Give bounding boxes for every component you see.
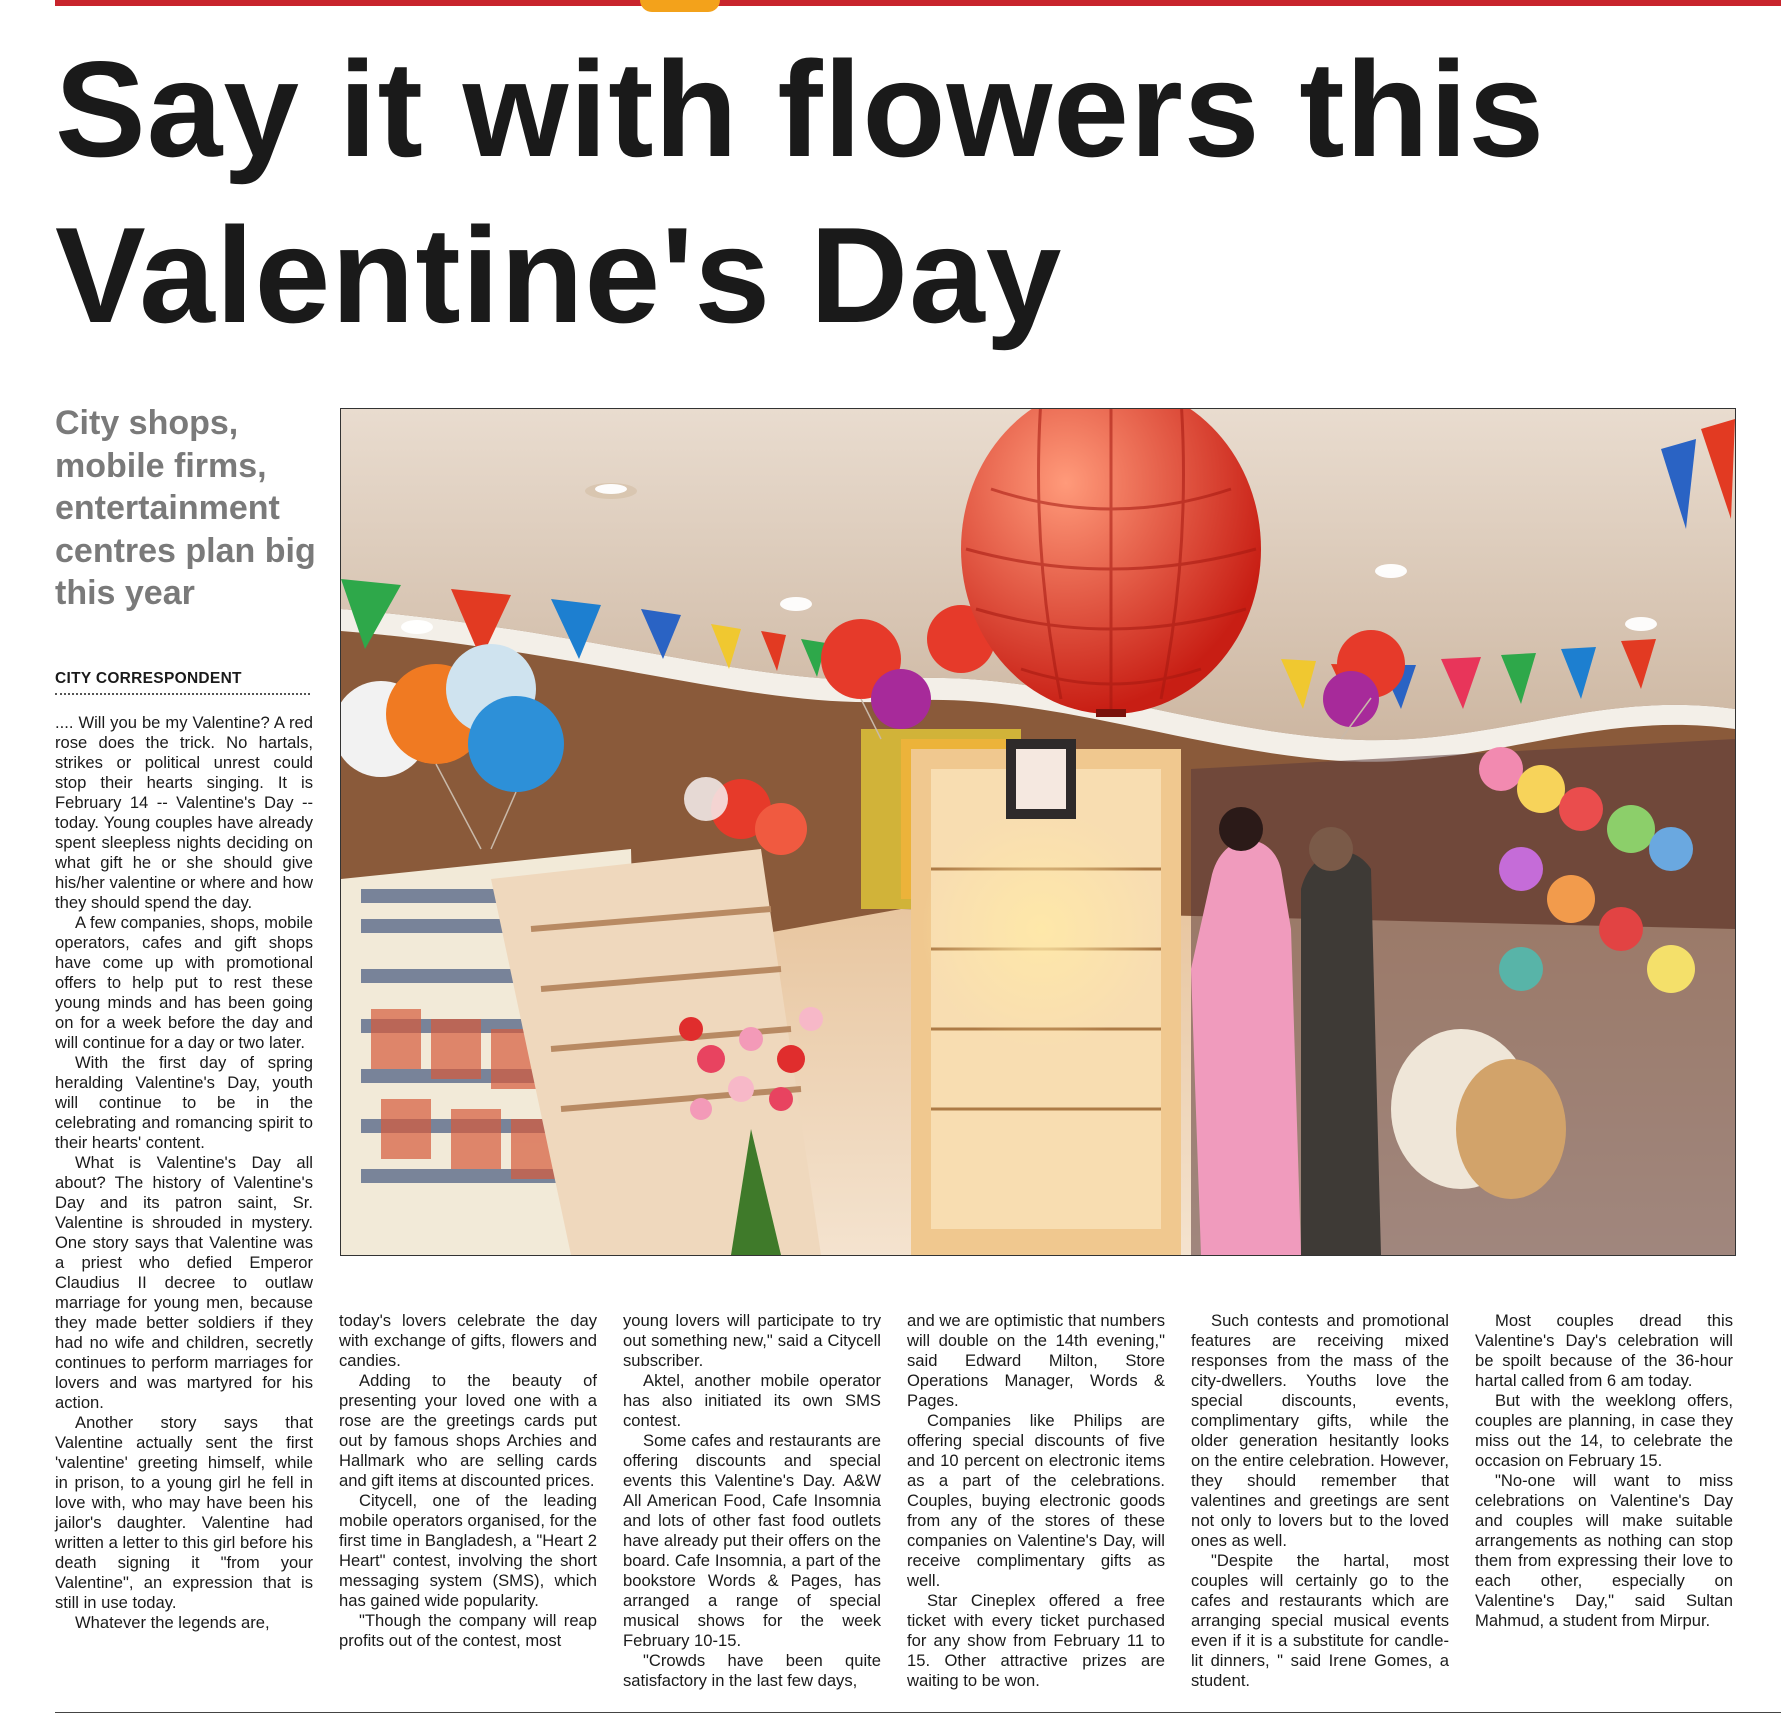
paragraph: today's lovers celebrate the day with exchange of gifts, flowers and candies. xyxy=(339,1311,597,1370)
article-column-1 xyxy=(55,713,313,1633)
paragraph: "Crowds have been quite satisfactory in the last few days, xyxy=(623,1651,881,1690)
shop-interior-photo xyxy=(340,408,1736,1256)
paragraph: "No-one will want to miss celebrations on Valentine's Day and couples will make suitable arrangements as nothing can stop them from expressing their love to each other, especially on Valentine's Day," said Sultan Mahmud, a student from Mirpur. xyxy=(1475,1471,1733,1630)
paragraph: and we are optimistic that numbers will double on the 14th evening," said Edward Milton, Store Operations Manager, Words & Pages. xyxy=(907,1311,1165,1410)
paragraph: Aktel, another mobile operator has also initiated its own SMS contest. xyxy=(623,1371,881,1430)
paragraph: "Though the company will reap profits out of the contest, most xyxy=(339,1611,597,1650)
paragraph: Most couples dread this Valentine's Day's celebration will be spoilt because of the 36-hour hartal called from 6 am today. xyxy=(1475,1311,1733,1390)
photo-illustration xyxy=(341,409,1735,1255)
byline: CITY CORRESPONDENT xyxy=(55,670,242,687)
paragraph: What is Valentine's Day all about? The history of Valentine's Day and its patron saint, Sr. Valentine is shrouded in mystery. One story says that Valentine was a priest who defied Emperor Claudius II decree to outlaw marriage for young men, because they made better soldiers if they had no wife and children, secretly continues to perform marriages for lovers and was martyred for his action. xyxy=(55,1153,313,1412)
article-column-4 xyxy=(907,1311,1165,1691)
paragraph: Adding to the beauty of presenting your loved one with a rose are the greetings cards put out by famous shops Archies and Hallmark who are selling cards and gift items at discounted prices. xyxy=(339,1371,597,1490)
paragraph: Citycell, one of the leading mobile operators organised, for the first time in Bangladesh, a "Heart 2 Heart" contest, involving the short messaging system (SMS), which has gained wide popularity. xyxy=(339,1491,597,1610)
paragraph: With the first day of spring heralding Valentine's Day, youth will continue to be in the celebrating and romancing spirit to their hearts' content. xyxy=(55,1053,313,1152)
top-color-rule xyxy=(55,0,1781,6)
article-column-3 xyxy=(623,1311,881,1691)
paragraph: Another story says that Valentine actually sent the first 'valentine' greeting himself, while in prison, to a young girl he fell in love with, who may have been his jailor's daughter. Valentine had written a letter to this girl before his death signing it "from your Valentine", an expression that is still in use today. xyxy=(55,1413,313,1612)
bottom-rule xyxy=(55,1712,1781,1713)
article-column-6 xyxy=(1475,1311,1733,1631)
paragraph: Star Cineplex offered a free ticket with every ticket purchased for any show from February 11 to 15. Other attractive prizes are waiting to be won. xyxy=(907,1591,1165,1690)
paragraph: Some cafes and restaurants are offering discounts and special events this Valentine's Day. A&W All American Food, Cafe Insomnia and lots of other fast food outlets have already put their offers on the board. Cafe Insomnia, a part of the bookstore Words & Pages, has arranged a range of special musical shows for the week February 10-15. xyxy=(623,1431,881,1650)
deck-subheadline: City shops, mobile firms, entertainment centres plan big this year xyxy=(55,404,316,612)
top-rule-accent xyxy=(640,0,720,12)
paragraph: Whatever the legends are, xyxy=(75,1613,270,1632)
paragraph: But with the weeklong offers, couples are planning, in case they miss out the 14, to celebrate the occasion on February 15. xyxy=(1475,1391,1733,1470)
article-column-2 xyxy=(339,1311,597,1651)
paragraph: A few companies, shops, mobile operators, cafes and gift shops have come up with promotional offers to help put to rest these young minds and has been going on for a week before the day and will continue for a day or two later. xyxy=(55,913,313,1052)
paragraph: "Despite the hartal, most couples will certainly go to the cafes and restaurants which are arranging special musical events even if it is a substitute for candle-lit dinners, " said Irene Gomes, a student. xyxy=(1191,1551,1449,1690)
paragraph: .... Will you be my Valentine? A red rose does the trick. No hartals, strikes or political unrest could stop their hearts singing. It is February 14 -- Valentine's Day -- today. Young couples have already spent sleepless nights deciding on what gift he or she should give his/her valentine or where and how they should spend the day. xyxy=(55,713,313,912)
paragraph: young lovers will participate to try out something new," said a Citycell subscriber. xyxy=(623,1311,881,1370)
headline: Say it with flowers this Valentine's Day xyxy=(55,33,1546,351)
article-column-5 xyxy=(1191,1311,1449,1691)
paragraph: Such contests and promotional features are receiving mixed responses from the mass of the city-dwellers. Youths love the special discounts, events, complimentary gifts, while the older generation hesitantly looks on the entire celebration. However, they should remember that valentines and greetings are sent not only to lovers but to the loved ones as well. xyxy=(1191,1311,1449,1550)
byline-dotted-rule xyxy=(55,693,310,695)
paragraph: Companies like Philips are offering special discounts of five and 10 percent on electronic items as a part of the celebrations. Couples, buying electronic goods from any of the stores of these companies on Valentine's Day, will receive complimentary gifts as well. xyxy=(907,1411,1165,1590)
